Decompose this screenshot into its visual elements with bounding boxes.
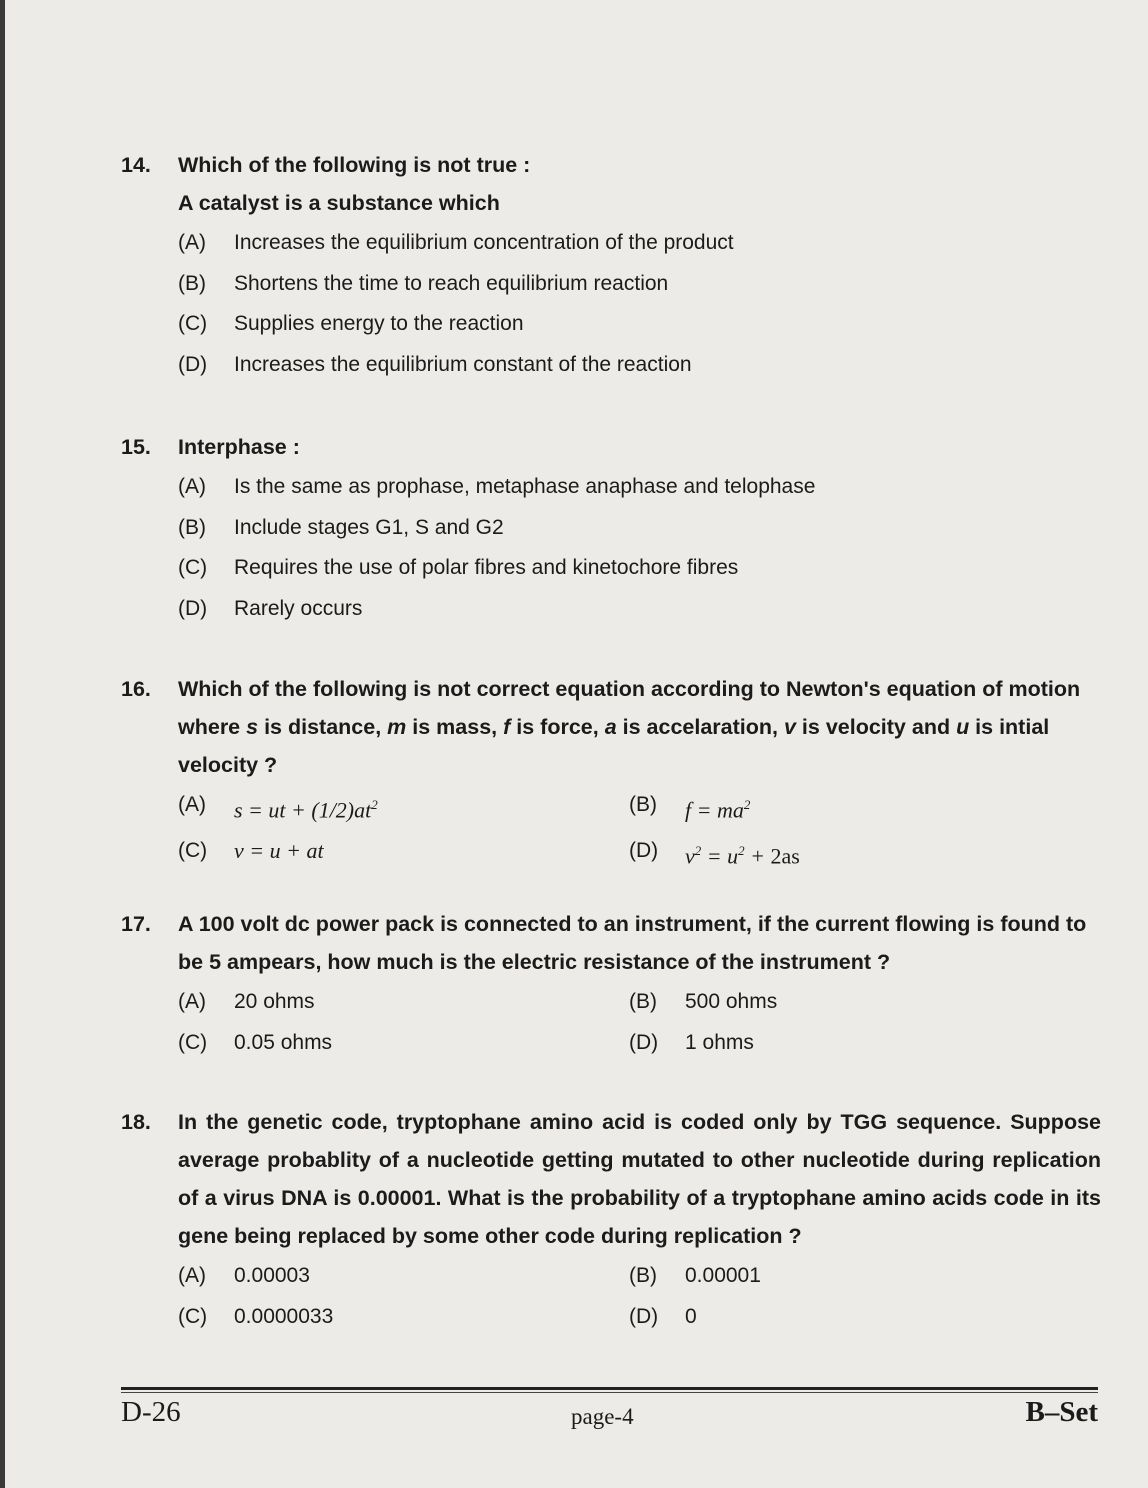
option-c: (C) v = u + at bbox=[178, 837, 324, 863]
option-a: (A) Increases the equilibrium concentration of the product bbox=[178, 231, 734, 254]
options-list bbox=[178, 467, 1101, 629]
question-subtext: A catalyst is a substance which bbox=[178, 191, 500, 215]
option-d: (D) $v^2 = u^2 + 2as$ bbox=[629, 838, 800, 869]
question-17 bbox=[121, 905, 1101, 1063]
question-14 bbox=[121, 146, 1101, 385]
option-d: (D) 0 bbox=[629, 1304, 697, 1328]
paper-code: D-26 bbox=[121, 1396, 181, 1428]
option-d: (D) Increases the equilibrium constant of the reaction bbox=[178, 352, 692, 376]
option-b: (B) 500 ohms bbox=[629, 990, 778, 1013]
options-list bbox=[178, 223, 1101, 385]
question-number: 16. bbox=[121, 677, 151, 701]
question-16 bbox=[121, 670, 1101, 877]
option-a: (A) 20 ohms bbox=[178, 990, 315, 1013]
option-c: (C) 0.0000033 bbox=[178, 1304, 334, 1328]
option-b: (B) Include stages G1, S and G2 bbox=[178, 515, 504, 539]
set-label: B–Set bbox=[1025, 1396, 1098, 1428]
option-d: (D) 1 ohms bbox=[629, 1030, 754, 1054]
question-text: A 100 volt dc power pack is connected to an instrument, if the current flowing is found to be 5 ampears, how much is the electric resistance of the instrument ? bbox=[178, 912, 1087, 974]
question-text: Which of the following is not correct equation according to Newton's equation of motion where s is distance, m is mass, f is force, a is accelaration, v is velocity and u is intial velocity ? bbox=[178, 677, 1081, 777]
option-b: (B) $f = ma^2$ bbox=[629, 793, 751, 823]
option-c: (C) 0.05 ohms bbox=[178, 1030, 333, 1054]
question-18 bbox=[121, 1103, 1101, 1337]
footer-divider bbox=[121, 1387, 1098, 1390]
scan-edge bbox=[0, 0, 5, 1488]
option-a: (A) Is the same as prophase, metaphase anaphase and telophase bbox=[178, 475, 816, 498]
options-grid bbox=[178, 982, 1101, 1063]
options-grid bbox=[178, 1256, 1101, 1337]
option-b: (B) 0.00001 bbox=[629, 1264, 761, 1287]
question-number: 18. bbox=[121, 1110, 151, 1134]
option-a: (A) s = ut + $(1/2)at^2$ bbox=[178, 793, 378, 823]
question-number: 14. bbox=[121, 153, 151, 177]
question-text: Interphase : bbox=[178, 435, 300, 459]
option-a: (A) 0.00003 bbox=[178, 1264, 310, 1287]
question-number: 17. bbox=[121, 912, 151, 936]
options-grid bbox=[178, 785, 1101, 877]
footer-divider-thin bbox=[121, 1392, 1098, 1393]
option-d: (D) Rarely occurs bbox=[178, 596, 363, 620]
option-c: (C) Requires the use of polar fibres and kinetochore fibres bbox=[178, 556, 739, 579]
question-text: Which of the following is not true : bbox=[178, 153, 531, 177]
option-c: (C) Supplies energy to the reaction bbox=[178, 312, 524, 335]
option-b: (B) Shortens the time to reach equilibrium reaction bbox=[178, 271, 669, 295]
page-number: page-4 bbox=[571, 1404, 634, 1429]
question-15 bbox=[121, 428, 1101, 629]
question-text: In the genetic code, tryptophane amino acid is coded only by TGG sequence. Suppose average probablity of a nucleotide getting mutated to other nucleotide during replication of a virus DNA is 0.00001. What is the probability of a tryptophane amino acids code in its gene being replaced by some other code during replication ? bbox=[178, 1110, 1101, 1248]
question-number: 15. bbox=[121, 435, 151, 459]
